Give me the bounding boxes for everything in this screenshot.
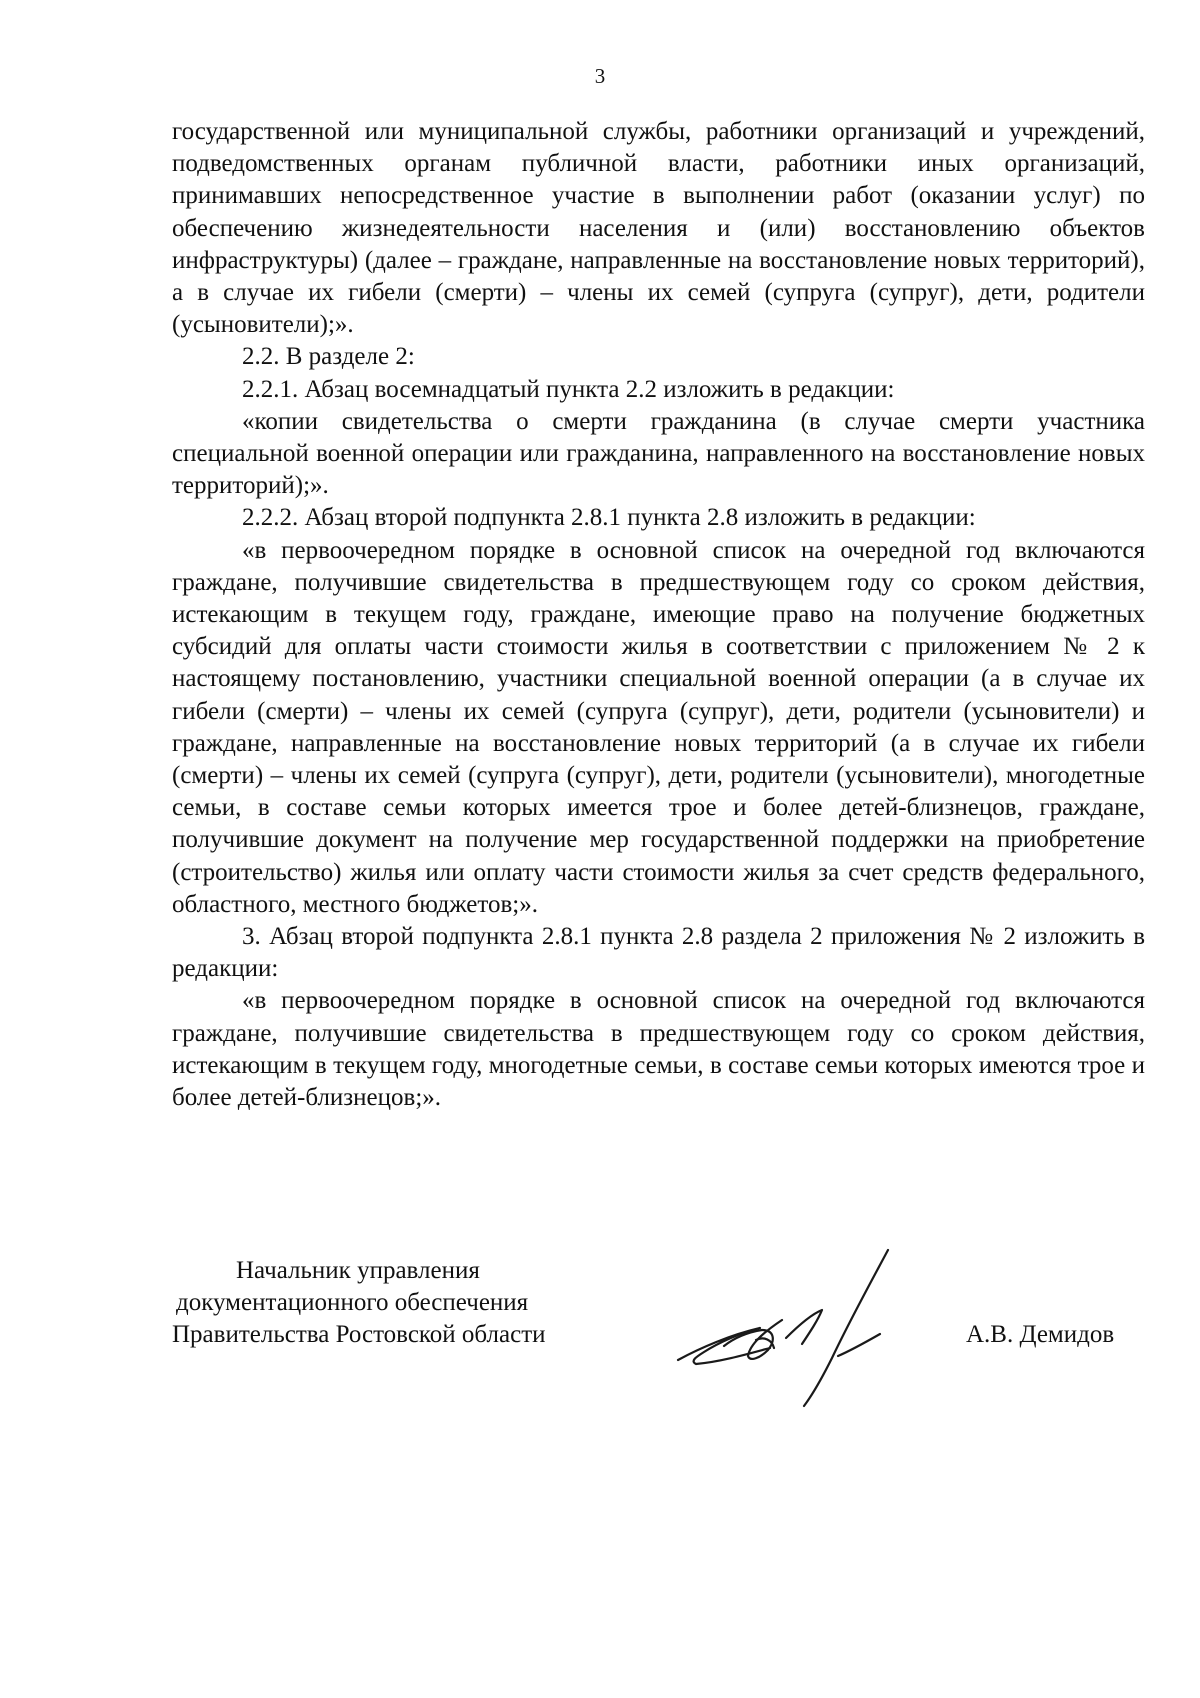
paragraph: государственной или муниципальной службы, работники организаций и учреждений, подведомственных органам публичной власти, работники иных организаций, принимавших непосредственное участие в выполнении работ (оказании услуг) по обеспечению жизнедеятельности населения и (или) восстановлению объектов инфраструктуры) (далее – граждане, направленные на восстановление новых территорий), а в случае их гибели (смерти) – члены их семей (супруга (супруг), дети, родители (усыновители);». bbox=[172, 118, 1145, 339]
page-number: 3 bbox=[594, 64, 606, 88]
paragraph: 2.2.1. Абзац восемнадцатый пункта 2.2 изложить в редакции: bbox=[242, 375, 895, 403]
paragraph: 2.2.2. Абзац второй подпункта 2.8.1 пункта 2.8 изложить в редакции: bbox=[242, 504, 976, 532]
position-line: Правительства Ростовской области bbox=[172, 1321, 546, 1348]
document-body bbox=[172, 116, 1145, 1114]
paragraph: 2.2. В разделе 2: bbox=[242, 343, 415, 371]
position-line: документационного обеспечения bbox=[176, 1289, 529, 1316]
paragraph: «в первоочередном порядке в основной список на очередной год включаются граждане, получившие свидетельства в предшествующем году со сроком действия, истекающим в текущем году, граждане, имеющие право на получение бюджетных субсидий для оплаты части стоимости жилья в соответствии с приложением № 2 к настоящему постановлению, участники специальной военной операции (а в случае их гибели (смерти) – члены их семей (супруга (супруг), дети, родители (усыновители) и граждане, направленные на восстановление новых территорий (а в случае их гибели (смерти) – члены их семей (супруга (супруг), дети, родители (усыновители), многодетные семьи, в составе семьи которых имеется трое и более детей-близнецов, граждане, получившие документ на получение мер государственной поддержки на приобретение (строительство) жилья или оплату части стоимости жилья за счет средств федерального, областного, местного бюджетов;». bbox=[172, 536, 1145, 918]
paragraph: 3. Абзац второй подпункта 2.8.1 пункта 2.8 раздела 2 приложения № 2 изложить в редакции: bbox=[172, 923, 1145, 983]
handwritten-signature bbox=[660, 1240, 950, 1410]
paragraph: «копии свидетельства о смерти гражданина (в случае смерти участника специальной военной операции или гражданина, направленного на восстановление новых территорий);». bbox=[172, 407, 1145, 500]
position-line: Начальник управления bbox=[236, 1257, 480, 1284]
signatory-position bbox=[172, 1255, 592, 1351]
paragraph: «в первоочередном порядке в основной список на очередной год включаются граждане, получившие свидетельства в предшествующем году со сроком действия, истекающим в текущем году, многодетные семьи, в составе семьи которых имеются трое и более детей-близнецов;». bbox=[172, 987, 1145, 1112]
signer-name: А.В. Демидов bbox=[966, 1321, 1115, 1348]
